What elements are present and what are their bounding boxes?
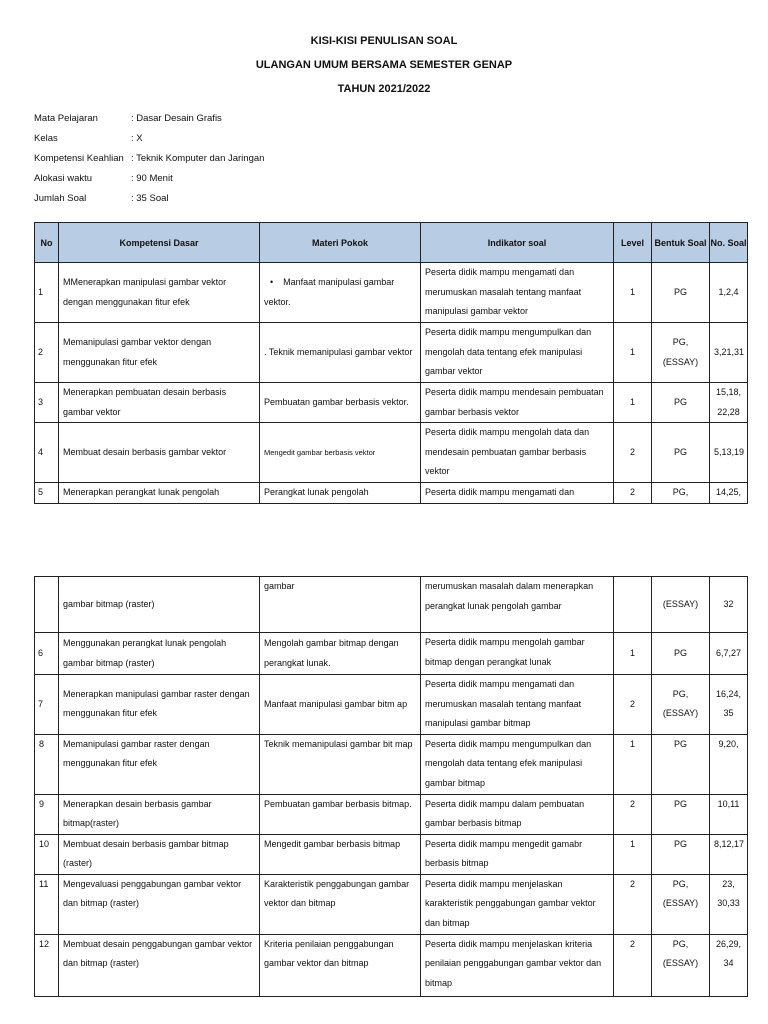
cell-indikator: Peserta didik mampu mengamati dan merumuskan masalah tentang manfaat manipulasi gambar bitmap	[421, 675, 614, 735]
meta-label: Alokasi waktu	[34, 173, 93, 184]
cell-nosoal: 1,2,4	[710, 263, 748, 323]
cell-kompetensi: Membuat desain berbasis gambar bitmap (raster)	[59, 834, 260, 874]
cell-materi: Teknik memanipulasi gambar bit map	[260, 734, 421, 794]
cell-materi: Mengolah gambar bitmap dengan perangkat lunak.	[260, 633, 421, 675]
cell-bentuk: PG, (ESSAY)	[652, 323, 710, 383]
cell-nosoal: 10,11	[710, 794, 748, 834]
cell-kompetensi: Menerapkan perangkat lunak pengolah	[59, 483, 260, 504]
cell-indikator: merumuskan masalah dalam menerapkan perangkat lunak pengolah gambar	[421, 577, 614, 633]
cell-nosoal: 23, 30,33	[710, 874, 748, 934]
cell-no: 12	[35, 934, 59, 996]
cell-materi: gambar	[260, 577, 421, 633]
cell-no: 8	[35, 734, 59, 794]
header-indikator: Indikator soal	[421, 223, 614, 263]
cell-level: 1	[614, 323, 652, 383]
header-nosoal: No. Soal	[710, 223, 748, 263]
cell-nosoal: 6,7,27	[710, 633, 748, 675]
cell-nosoal: 15,18, 22,28	[710, 383, 748, 423]
cell-bentuk: PG	[652, 423, 710, 483]
cell-level: 2	[614, 934, 652, 996]
cell-materi: Perangkat lunak pengolah	[260, 483, 421, 504]
meta-row	[34, 112, 264, 132]
meta-value: : X	[131, 133, 143, 144]
cell-bentuk: PG	[652, 263, 710, 323]
table-row	[35, 383, 748, 423]
cell-bentuk: PG	[652, 834, 710, 874]
cell-indikator: Peserta didik mampu menjelaskan kriteria penilaian penggabungan gambar vektor dan bitmap	[421, 934, 614, 996]
cell-level: 1	[614, 383, 652, 423]
cell-kompetensi: Memanipulasi gambar raster dengan menggunakan fitur efek	[59, 734, 260, 794]
meta-row	[34, 152, 264, 172]
cell-bentuk: PG,	[652, 483, 710, 504]
cell-level: 2	[614, 794, 652, 834]
cell-bentuk: PG, (ESSAY)	[652, 934, 710, 996]
meta-value: : Teknik Komputer dan Jaringan	[131, 153, 265, 164]
header-kompetensi: Kompetensi Dasar	[59, 223, 260, 263]
cell-kompetensi: Menerapkan desain berbasis gambar bitmap(raster)	[59, 794, 260, 834]
cell-nosoal: 8,12,17	[710, 834, 748, 874]
cell-materi: Kriteria penilaian penggabungan gambar vektor dan bitmap	[260, 934, 421, 996]
table-row	[35, 734, 748, 794]
meta-value: : Dasar Desain Grafis	[131, 113, 222, 124]
table-row	[35, 577, 748, 633]
cell-no: 7	[35, 675, 59, 735]
cell-nosoal: 32	[710, 577, 748, 633]
cell-no: 1	[35, 263, 59, 323]
cell-indikator: Peserta didik mampu mengolah data dan mendesain pembuatan gambar berbasis vektor	[421, 423, 614, 483]
cell-no: 4	[35, 423, 59, 483]
cell-bentuk: PG, (ESSAY)	[652, 675, 710, 735]
cell-no: 3	[35, 383, 59, 423]
cell-no: 2	[35, 323, 59, 383]
cell-kompetensi: Membuat desain berbasis gambar vektor	[59, 423, 260, 483]
cell-materi: Manfaat manipulasi gambar bitm ap	[260, 675, 421, 735]
table-row	[35, 794, 748, 834]
cell-kompetensi: Memanipulasi gambar vektor dengan menggunakan fitur efek	[59, 323, 260, 383]
title-line-3: TAHUN 2021/2022	[337, 83, 431, 95]
cell-nosoal: 26,29, 34	[710, 934, 748, 996]
meta-info	[34, 112, 264, 212]
cell-nosoal: 14,25,	[710, 483, 748, 504]
grid-table-part-2	[34, 576, 748, 997]
table-row	[35, 874, 748, 934]
cell-materi: Mengedit gambar berbasis bitmap	[260, 834, 421, 874]
meta-row	[34, 192, 264, 212]
cell-nosoal: 16,24, 35	[710, 675, 748, 735]
table-row	[35, 834, 748, 874]
cell-materi: Pembuatan gambar berbasis vektor.	[260, 383, 421, 423]
cell-kompetensi: Menggunakan perangkat lunak pengolah gambar bitmap (raster)	[59, 633, 260, 675]
cell-bentuk: PG	[652, 383, 710, 423]
table-row	[35, 263, 748, 323]
header-materi: Materi Pokok	[260, 223, 421, 263]
cell-materi: Mengedit gambar berbasis vektor	[260, 423, 421, 483]
title-line-1: KISI-KISI PENULISAN SOAL	[310, 35, 458, 47]
cell-indikator: Peserta didik mampu mengolah gambar bitmap dengan perangkat lunak	[421, 633, 614, 675]
cell-kompetensi: gambar bitmap (raster)	[59, 577, 260, 633]
meta-row	[34, 172, 264, 192]
cell-materi	[260, 263, 421, 323]
meta-value: : 35 Soal	[131, 193, 169, 204]
title-line-2: ULANGAN UMUM BERSAMA SEMESTER GENAP	[255, 59, 513, 71]
header-level: Level	[614, 223, 652, 263]
cell-materi-text: Manfaat manipulasi gambar vektor.	[264, 277, 395, 307]
cell-kompetensi: Menerapkan manipulasi gambar raster dengan menggunakan fitur efek	[59, 675, 260, 735]
cell-indikator: Peserta didik mampu menjelaskan karakteristik penggabungan gambar vektor dan bitmap	[421, 874, 614, 934]
table-row	[35, 423, 748, 483]
cell-kompetensi: Menerapkan pembuatan desain berbasis gambar vektor	[59, 383, 260, 423]
cell-level: 2	[614, 874, 652, 934]
meta-label: Kelas	[34, 133, 58, 144]
cell-nosoal: 5,13,19	[710, 423, 748, 483]
table-row	[35, 323, 748, 383]
cell-kompetensi: MMenerapkan manipulasi gambar vektor dengan menggunakan fitur efek	[59, 263, 260, 323]
cell-level: 2	[614, 483, 652, 504]
cell-level: 1	[614, 263, 652, 323]
cell-bentuk: PG	[652, 633, 710, 675]
table-row	[35, 934, 748, 996]
cell-level: 1	[614, 633, 652, 675]
cell-indikator: Peserta didik mampu dalam pembuatan gambar berbasis bitmap	[421, 794, 614, 834]
cell-bentuk: PG	[652, 734, 710, 794]
cell-bentuk: (ESSAY)	[652, 577, 710, 633]
table-row	[35, 483, 748, 504]
cell-level: 2	[614, 423, 652, 483]
cell-level: 1	[614, 834, 652, 874]
table-row	[35, 633, 748, 675]
cell-materi: Pembuatan gambar berbasis bitmap.	[260, 794, 421, 834]
cell-indikator: Peserta didik mampu mendesain pembuatan gambar berbasis vektor	[421, 383, 614, 423]
cell-no: 11	[35, 874, 59, 934]
cell-no: 9	[35, 794, 59, 834]
cell-nosoal: 9,20,	[710, 734, 748, 794]
cell-indikator: Peserta didik mampu mengumpulkan dan mengolah data tentang efek manipulasi gambar bitmap	[421, 734, 614, 794]
cell-nosoal: 3,21,31	[710, 323, 748, 383]
grid-table-part-1	[34, 222, 748, 504]
cell-no: 10	[35, 834, 59, 874]
bullet-icon	[264, 277, 283, 287]
cell-kompetensi: Mengevaluasi penggabungan gambar vektor dan bitmap (raster)	[59, 874, 260, 934]
cell-level: 2	[614, 675, 652, 735]
cell-no: 6	[35, 633, 59, 675]
cell-indikator: Peserta didik mampu mengumpulkan dan mengolah data tentang efek manipulasi gambar vektor	[421, 323, 614, 383]
header-bentuk: Bentuk Soal	[652, 223, 710, 263]
cell-bentuk: PG, (ESSAY)	[652, 874, 710, 934]
cell-indikator: Peserta didik mampu mengamati dan	[421, 483, 614, 504]
meta-value: : 90 Menit	[131, 173, 173, 184]
meta-label: Mata Pelajaran	[34, 113, 98, 124]
cell-no: 5	[35, 483, 59, 504]
cell-level	[614, 577, 652, 633]
cell-level: 1	[614, 734, 652, 794]
cell-kompetensi: Membuat desain penggabungan gambar vektor dan bitmap (raster)	[59, 934, 260, 996]
table-row	[35, 675, 748, 735]
header-no: No	[35, 223, 59, 263]
cell-indikator: Peserta didik mampu mengedit gamabr berbasis bitmap	[421, 834, 614, 874]
meta-row	[34, 132, 264, 152]
cell-no	[35, 577, 59, 633]
cell-materi: . Teknik memanipulasi gambar vektor	[260, 323, 421, 383]
meta-label: Kompetensi Keahlian	[34, 153, 124, 164]
cell-bentuk: PG	[652, 794, 710, 834]
cell-indikator: Peserta didik mampu mengamati dan merumuskan masalah tentang manfaat manipulasi gambar vektor	[421, 263, 614, 323]
meta-label: Jumlah Soal	[34, 193, 87, 204]
document-titles	[0, 32, 768, 104]
cell-materi: Karakteristik penggabungan gambar vektor dan bitmap	[260, 874, 421, 934]
